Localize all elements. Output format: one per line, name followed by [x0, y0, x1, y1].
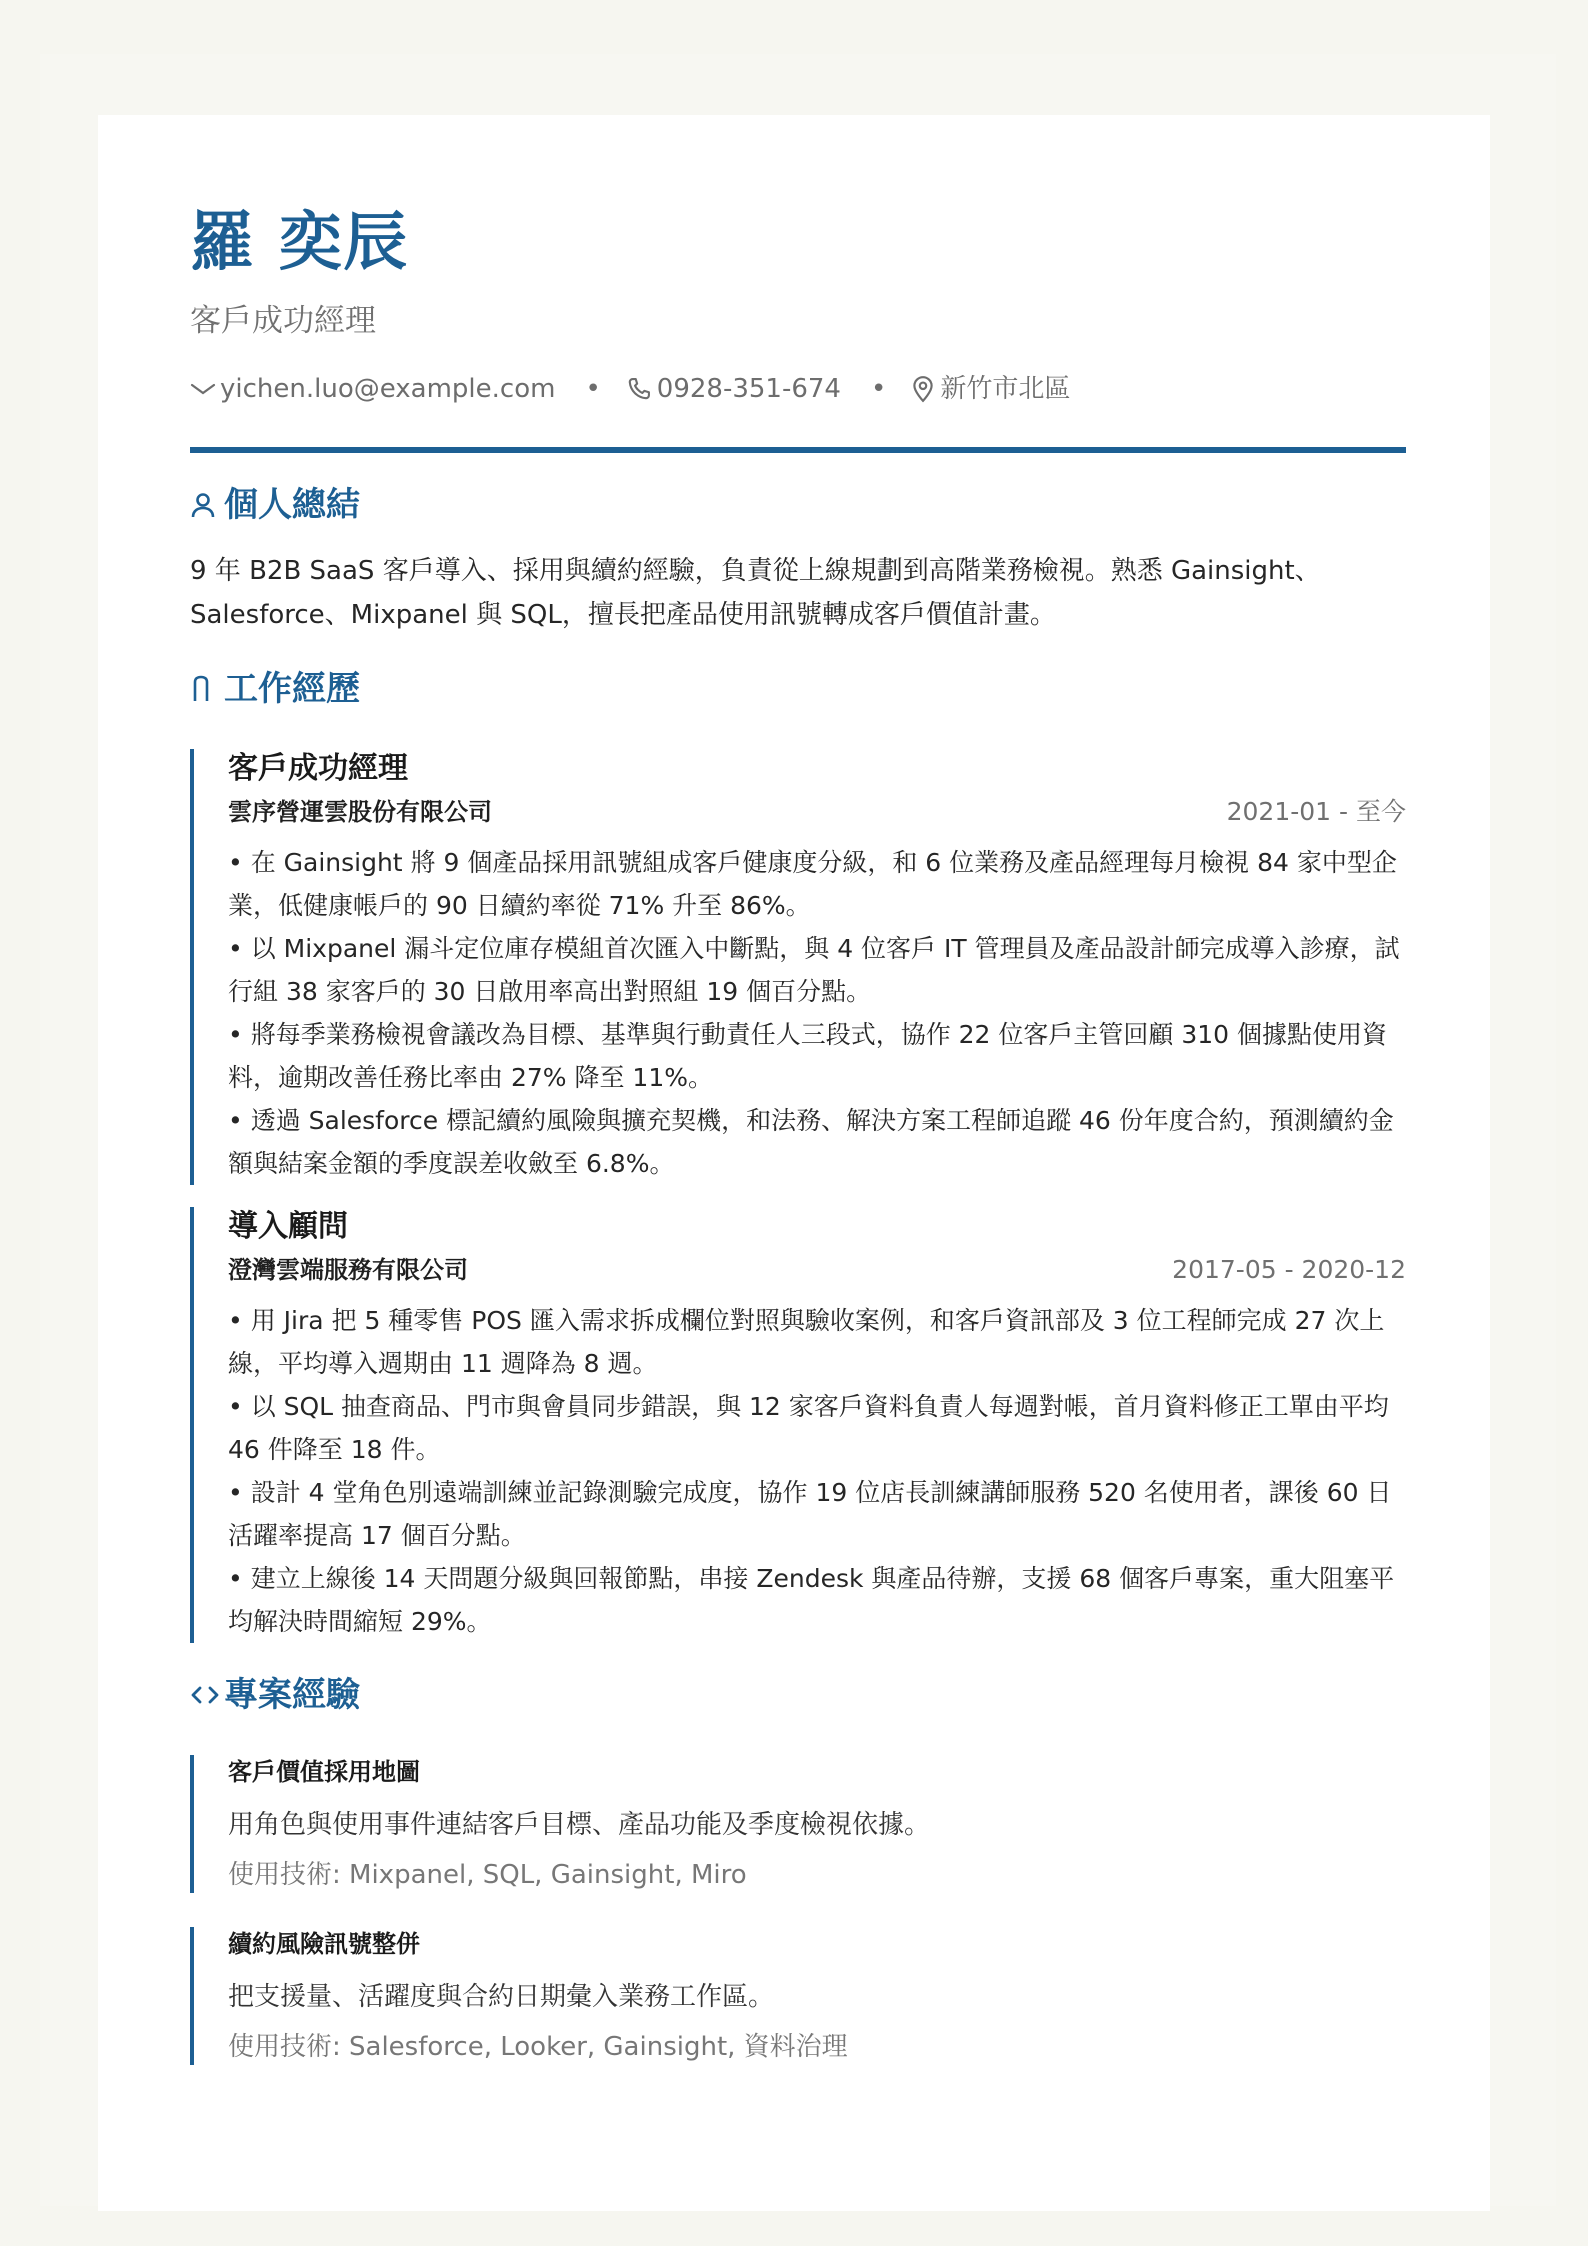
phone-text: 0928-351-674: [656, 374, 841, 404]
summary-section-title: [190, 483, 1406, 527]
job-title: 客戶成功經理: [228, 751, 408, 786]
job-meta: [228, 795, 1406, 829]
job-meta: [228, 1253, 1406, 1287]
job-entry: [190, 1207, 1406, 1643]
job-bullet: • 以 SQL 抽查商品、門市與會員同步錯誤，與 12 家客戶資料負責人每週對帳，首月資料修正工單由平均 46 件降至 18 件。: [228, 1392, 1389, 1464]
summary-title-text: 個人總結: [224, 485, 360, 525]
job-bullet: • 透過 Salesforce 標記續約風險與擴充契機，和法務、解決方案工程師追蹤 46 份年度合約，預測續約金額與結案金額的季度誤差收斂至 6.8%。: [228, 1106, 1394, 1178]
job-company: 澄灣雲端服務有限公司: [228, 1256, 468, 1284]
job-bullet: • 以 Mixpanel 漏斗定位庫存模組首次匯入中斷點，與 4 位客戶 IT 管理員及產品設計師完成導入診療，試行組 38 家客戶的 30 日啟用率高出對照組 19 個百分點。: [228, 934, 1400, 1006]
location-pin-icon: [910, 375, 936, 403]
project-tech: 使用技術: Mixpanel, SQL, Gainsight, Miro: [228, 1860, 747, 1890]
contact-separator: •: [585, 374, 601, 404]
contact-email[interactable]: [190, 371, 555, 407]
candidate-role: 客戶成功經理: [190, 303, 376, 339]
work-section-title: [190, 667, 1406, 711]
contact-phone[interactable]: [625, 371, 841, 407]
project-entry: [190, 1755, 1406, 1893]
code-icon: [190, 1678, 220, 1712]
candidate-name: 羅 奕辰: [190, 206, 409, 280]
mail-icon: [190, 381, 216, 397]
project-description: 把支援量、活躍度與合約日期彙入業務工作區。: [228, 1982, 775, 2012]
job-bullet: • 建立上線後 14 天問題分級與回報節點，串接 Zendesk 與產品待辦，支援 68 個客戶專案，重大阻塞平均解決時間縮短 29%。: [228, 1564, 1395, 1636]
contact-location: [910, 371, 1070, 407]
header-divider: [190, 447, 1406, 453]
job-company: 雲序營運雲股份有限公司: [228, 798, 492, 826]
work-title-text: 工作經歷: [224, 669, 360, 709]
location-text: 新竹市北區: [940, 374, 1071, 404]
job-bullet: • 用 Jira 把 5 種零售 POS 匯入需求拆成欄位對照與驗收案例，和客戶資訊部及 3 位工程師完成 27 次上線，平均導入週期由 11 週降為 8 週。: [228, 1306, 1385, 1378]
phone-icon: [625, 375, 653, 403]
project-entry: [190, 1927, 1406, 2065]
job-bullet: • 設計 4 堂角色別遠端訓練並記錄測驗完成度，協作 19 位店長訓練講師服務 520 名使用者，課後 60 日活躍率提高 17 個百分點。: [228, 1478, 1392, 1550]
summary-text: 9 年 B2B SaaS 客戶導入、採用與續約經驗，負責從上線規劃到高階業務檢視。熟悉 Gainsight、Salesforce、Mixpanel 與 SQL，擅長把產品使用訊號轉成客戶價值計畫。: [190, 556, 1321, 630]
job-title: 導入顧問: [228, 1209, 348, 1244]
job-bullets: [228, 841, 1406, 1185]
projects-title-text: 專案經驗: [224, 1675, 360, 1715]
resume-page: [98, 115, 1490, 2211]
email-text: yichen.luo@example.com: [220, 374, 556, 404]
job-bullet: • 將每季業務檢視會議改為目標、基準與行動責任人三段式，協作 22 位客戶主管回顧 310 個據點使用資料，逾期改善任務比率由 27% 降至 11%。: [228, 1020, 1388, 1092]
person-icon: [190, 488, 220, 522]
project-name: 客戶價值採用地圖: [228, 1758, 420, 1786]
job-date: 2021-01 - 至今: [1226, 797, 1406, 826]
job-date: 2017-05 - 2020-12: [1172, 1255, 1406, 1284]
project-name: 續約風險訊號整併: [228, 1930, 420, 1958]
job-bullet: • 在 Gainsight 將 9 個產品採用訊號組成客戶健康度分級，和 6 位業務及產品經理每月檢視 84 家中型企業，低健康帳戶的 90 日續約率從 71% 升至 86%。: [228, 848, 1397, 920]
job-bullets: [228, 1299, 1406, 1643]
briefcase-icon: [190, 672, 220, 706]
project-tech: 使用技術: Salesforce, Looker, Gainsight, 資料治理: [228, 2032, 848, 2062]
resume-content: [190, 205, 1406, 2065]
contact-separator: •: [870, 374, 887, 404]
job-entry: [190, 749, 1406, 1185]
contact-row: [190, 371, 1406, 407]
project-description: 用角色與使用事件連結客戶目標、產品功能及季度檢視依據。: [228, 1810, 931, 1840]
projects-section-title: [190, 1673, 1406, 1717]
